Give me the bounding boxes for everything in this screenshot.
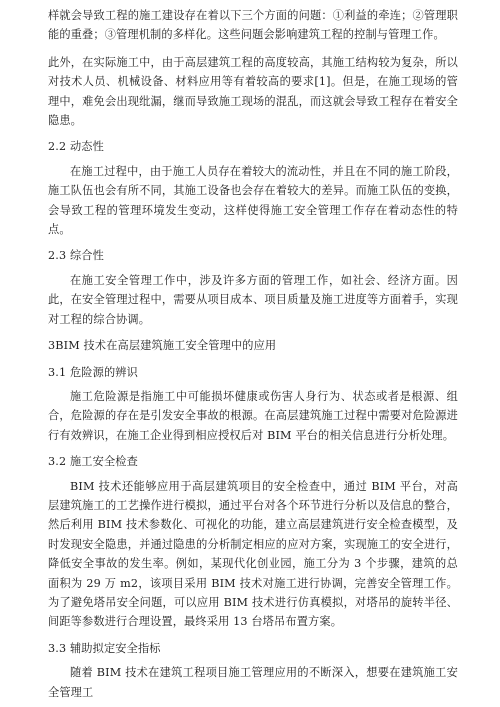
- heading-3-2-safety-inspection: 3.2 施工安全检查: [48, 455, 138, 469]
- document-page: [48, 6, 458, 702]
- heading-2-3-comprehensive: 2.3 综合性: [48, 249, 104, 263]
- heading-2-2-dynamic: 2.2 动态性: [48, 140, 104, 154]
- paragraph-construction-complexity: 此外，在实际施工中，由于高层建筑工程的高度较高，其施工结构较为复杂，所以对技术人员、机械设备、材料应用等有着较高的要求[1]。但是，在施工现场的管理中，难免会出现纰漏，继而导致施工现场的混乱，而这就会导致工程存在着安全隐患。: [48, 55, 458, 128]
- heading-3-3-safety-indicators: 3.3 辅助拟定安全指标: [48, 641, 161, 655]
- paragraph-safety-inspection: BIM 技术还能够应用于高层建筑项目的安全检查中，通过 BIM 平台，对高层建筑施工的工艺操作进行模拟，通过平台对各个环节进行分析以及信息的整合，然后利用 BIM 技术参数化、可视化的功能，建立高层建筑进行安全检查模型，及时发现安全隐患，并通过隐患的分析制定相应的应对方案，实现施工的安全进行，降低安全事故的发生率。例如，某现代化创业园，施工分为 3 个步骤，建筑的总面积为 29 万 m2，该项目采用 BIM 技术对施工进行协调，完善安全管理工作。为了避免塔吊安全问题，可以应用 BIM 技术进行仿真模拟，对塔吊的旋转半径、间距等参数进行合理设置，最终采用 13 台塔吊布置方案。: [48, 479, 458, 629]
- paragraph-continuation: 样就会导致工程的施工建设存在着以下三个方面的问题：①利益的牵连；②管理职能的重叠；③管理机制的多样化。这些问题会影响建筑工程的控制与管理工作。: [48, 9, 458, 42]
- heading-3-1-hazard-identification: 3.1 危险源的辨识: [48, 365, 138, 379]
- heading-3-bim-application: 3BIM 技术在高层建筑施工安全管理中的应用: [48, 339, 277, 353]
- paragraph-dynamic: 在施工过程中，由于施工人员存在着较大的流动性，并且在不同的施工阶段，施工队伍也会有所不同，其施工设备也会存在着较大的差异。而施工队伍的变换，会导致工程的管理环境发生变动，这样使得施工安全管理工作存在着动态性的特点。: [48, 164, 458, 237]
- paragraph-hazard-identification: 施工危险源是指施工中可能损坏健康或伤害人身行为、状态或者是根源、组合，危险源的存在是引发安全事故的根源。在高层建筑施工过程中需要对危险源进行有效辨识，在施工企业得到相应授权后对 BIM 平台的相关信息进行分析处理。: [48, 389, 458, 442]
- paragraph-comprehensive: 在施工安全管理工作中，涉及许多方面的管理工作，如社会、经济方面。因此，在安全管理过程中，需要从项目成本、项目质量及施工进度等方面着手，实现对工程的综合协调。: [48, 273, 458, 326]
- paragraph-safety-indicators: 随着 BIM 技术在建筑工程项目施工管理应用的不断深入，想要在建筑施工安全管理工: [48, 666, 458, 699]
